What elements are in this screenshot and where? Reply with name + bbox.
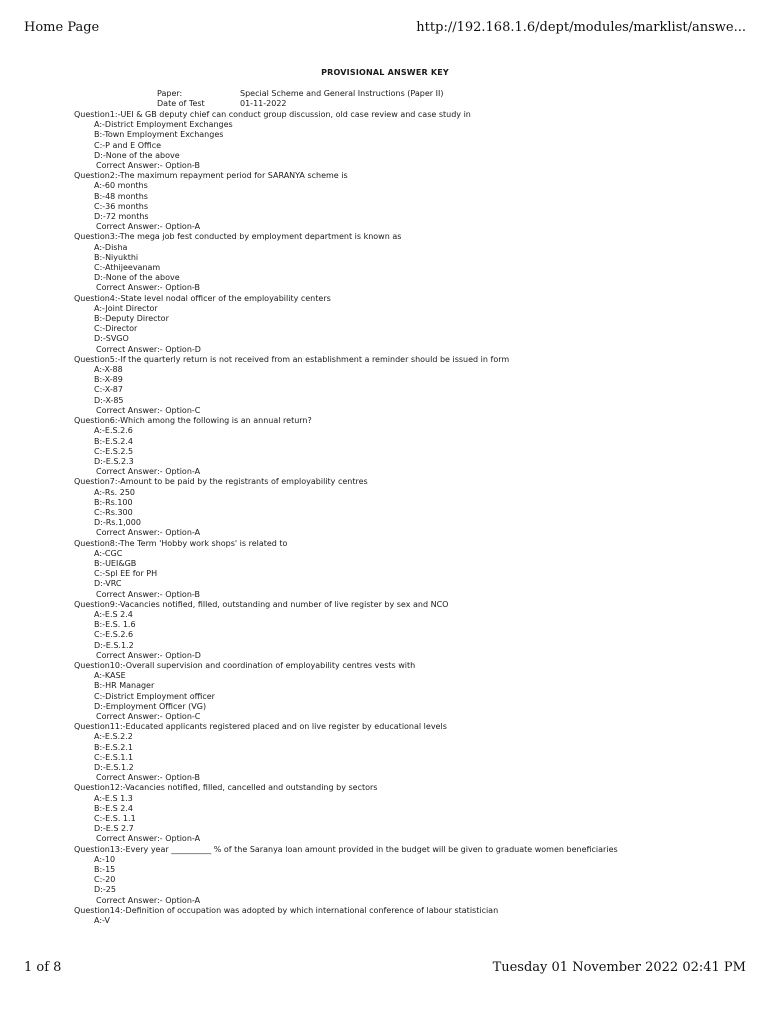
- correct-answer: Correct Answer:- Option-B: [96, 773, 200, 783]
- question-option: C:-P and E Office: [94, 140, 162, 150]
- question-option: A:-E.S 2.4: [94, 609, 133, 619]
- correct-answer: Correct Answer:- Option-A: [96, 528, 201, 538]
- question-option: A:-V: [94, 916, 110, 926]
- question-block: [74, 783, 754, 844]
- question-option: D:-X-85: [94, 395, 124, 405]
- question-option: C:-E.S.2.6: [94, 630, 134, 640]
- question-text: Question4:-State level nodal officer of the employability centers: [74, 293, 331, 303]
- question-text: Question13:-Every year __________ % of the Saranya loan amount provided in the budget will be given to graduate women beneficiaries: [74, 844, 618, 854]
- question-option: A:-E.S 1.3: [94, 793, 133, 803]
- question-option: D:-Rs.1,000: [94, 518, 141, 528]
- question-block: [74, 477, 754, 538]
- question-block: [74, 722, 754, 783]
- footer-page-number: 1 of 8: [24, 960, 62, 975]
- question-option: B:-E.S.2.1: [94, 742, 134, 752]
- question-option: B:-Town Employment Exchanges: [94, 130, 224, 140]
- question-option: B:-HR Manager: [94, 681, 155, 691]
- question-option: A:-E.S.2.2: [94, 732, 133, 742]
- header-url: http://192.168.1.6/dept/modules/marklist/answe...: [416, 20, 746, 35]
- question-option: A:-Disha: [94, 242, 128, 252]
- question-block: [74, 845, 754, 906]
- question-text: Question8:-The Term 'Hobby work shops' is related to: [74, 538, 288, 548]
- meta-paper-label: Paper:: [157, 89, 183, 98]
- question-option: D:-E.S.1.2: [94, 763, 134, 772]
- question-option: C:-E.S.1.1: [94, 752, 134, 762]
- document-meta: [157, 89, 443, 109]
- question-option: D:-25: [94, 885, 116, 895]
- question-option: B:-E.S. 1.6: [94, 620, 136, 630]
- correct-answer: Correct Answer:- Option-C: [96, 711, 201, 721]
- question-text: Question10:-Overall supervision and coordination of employability centres vests with: [74, 660, 416, 670]
- correct-answer: Correct Answer:- Option-A: [96, 467, 201, 477]
- question-option: C:-20: [94, 875, 116, 885]
- question-option: D:-SVGO: [94, 334, 129, 344]
- question-list: [74, 110, 754, 926]
- question-option: C:-Director: [94, 324, 138, 334]
- document-title: PROVISIONAL ANSWER KEY: [321, 68, 449, 77]
- question-block: [74, 661, 754, 722]
- question-option: C:-E.S.2.5: [94, 446, 134, 456]
- correct-answer: Correct Answer:- Option-A: [96, 895, 201, 905]
- question-option: B:-X-89: [94, 375, 123, 385]
- question-option: B:-48 months: [94, 191, 148, 201]
- question-block: [74, 906, 754, 926]
- question-option: B:-UEI&GB: [94, 558, 137, 568]
- question-option: C:-District Employment officer: [94, 691, 215, 701]
- question-option: D:-VRC: [94, 579, 122, 589]
- question-option: A:-Rs. 250: [94, 487, 135, 497]
- question-text: Question14:-Definition of occupation was adopted by which international conference of labour statistician: [74, 905, 499, 915]
- question-text: Question12:-Vacancies notified, filled, cancelled and outstanding by sectors: [74, 783, 378, 793]
- question-option: D:-None of the above: [94, 150, 180, 160]
- question-option: B:-Rs.100: [94, 497, 133, 507]
- correct-answer: Correct Answer:- Option-B: [96, 161, 200, 171]
- meta-date-label: Date of Test: [157, 99, 205, 109]
- footer-datetime: Tuesday 01 November 2022 02:41 PM: [492, 960, 746, 975]
- question-option: A:-E.S.2.6: [94, 426, 133, 436]
- question-option: C:-36 months: [94, 201, 149, 211]
- question-option: C:-X-87: [94, 385, 123, 395]
- question-option: A:-10: [94, 854, 116, 864]
- question-option: B:-15: [94, 865, 116, 875]
- question-block: [74, 416, 754, 477]
- header-home-page: Home Page: [24, 20, 100, 35]
- question-option: D:-72 months: [94, 212, 149, 222]
- question-option: C:-E.S. 1.1: [94, 814, 136, 824]
- question-option: B:-Niyukthi: [94, 252, 139, 262]
- correct-answer: Correct Answer:- Option-A: [96, 834, 201, 844]
- question-option: D:-Employment Officer (VG): [94, 701, 207, 711]
- question-text: Question1:-UEI & GB deputy chief can conduct group discussion, old case review and case study in: [74, 110, 471, 119]
- question-text: Question11:-Educated applicants registered placed and on live register by educational levels: [74, 722, 447, 732]
- meta-date-row: [157, 99, 443, 109]
- question-text: Question3:-The mega job fest conducted by employment department is known as: [74, 232, 402, 242]
- question-text: Question9:-Vacancies notified, filled, outstanding and number of live register by sex and NCO: [74, 599, 449, 609]
- question-option: B:-E.S 2.4: [94, 803, 134, 813]
- correct-answer: Correct Answer:- Option-C: [96, 405, 201, 415]
- question-option: B:-E.S.2.4: [94, 436, 134, 446]
- question-block: [74, 232, 754, 293]
- question-block: [74, 110, 754, 171]
- question-option: A:-Joint Director: [94, 303, 158, 313]
- question-option: A:-District Employment Exchanges: [94, 120, 233, 130]
- question-option: C:-Athijeevanam: [94, 263, 161, 273]
- question-text: Question2:-The maximum repayment period for SARANYA scheme is: [74, 171, 348, 181]
- question-option: D:-E.S.1.2: [94, 640, 134, 650]
- meta-paper-value: Special Scheme and General Instructions (Paper II): [240, 89, 444, 98]
- question-option: C:-Spl EE for PH: [94, 569, 158, 579]
- question-block: [74, 355, 754, 416]
- question-text: Question5:-If the quarterly return is not received from an establishment a reminder should be issued in form: [74, 354, 510, 364]
- question-option: A:-CGC: [94, 548, 123, 558]
- question-option: D:-E.S 2.7: [94, 824, 134, 834]
- correct-answer: Correct Answer:- Option-D: [96, 344, 201, 354]
- correct-answer: Correct Answer:- Option-B: [96, 283, 200, 293]
- question-option: D:-None of the above: [94, 273, 180, 283]
- question-option: B:-Deputy Director: [94, 314, 169, 324]
- question-option: C:-Rs.300: [94, 507, 133, 517]
- question-option: A:-X-88: [94, 365, 123, 375]
- correct-answer: Correct Answer:- Option-A: [96, 222, 201, 232]
- question-block: [74, 171, 754, 232]
- question-text: Question7:-Amount to be paid by the registrants of employability centres: [74, 477, 368, 487]
- question-text: Question6:-Which among the following is an annual return?: [74, 416, 312, 426]
- correct-answer: Correct Answer:- Option-B: [96, 589, 200, 599]
- meta-date-value: 01-11-2022: [240, 99, 287, 109]
- question-option: A:-60 months: [94, 181, 148, 191]
- correct-answer: Correct Answer:- Option-D: [96, 650, 201, 660]
- meta-paper-row: [157, 89, 443, 99]
- question-block: [74, 294, 754, 355]
- question-block: [74, 539, 754, 600]
- question-option: A:-KASE: [94, 671, 126, 681]
- question-block: [74, 600, 754, 661]
- question-option: D:-E.S.2.3: [94, 456, 134, 466]
